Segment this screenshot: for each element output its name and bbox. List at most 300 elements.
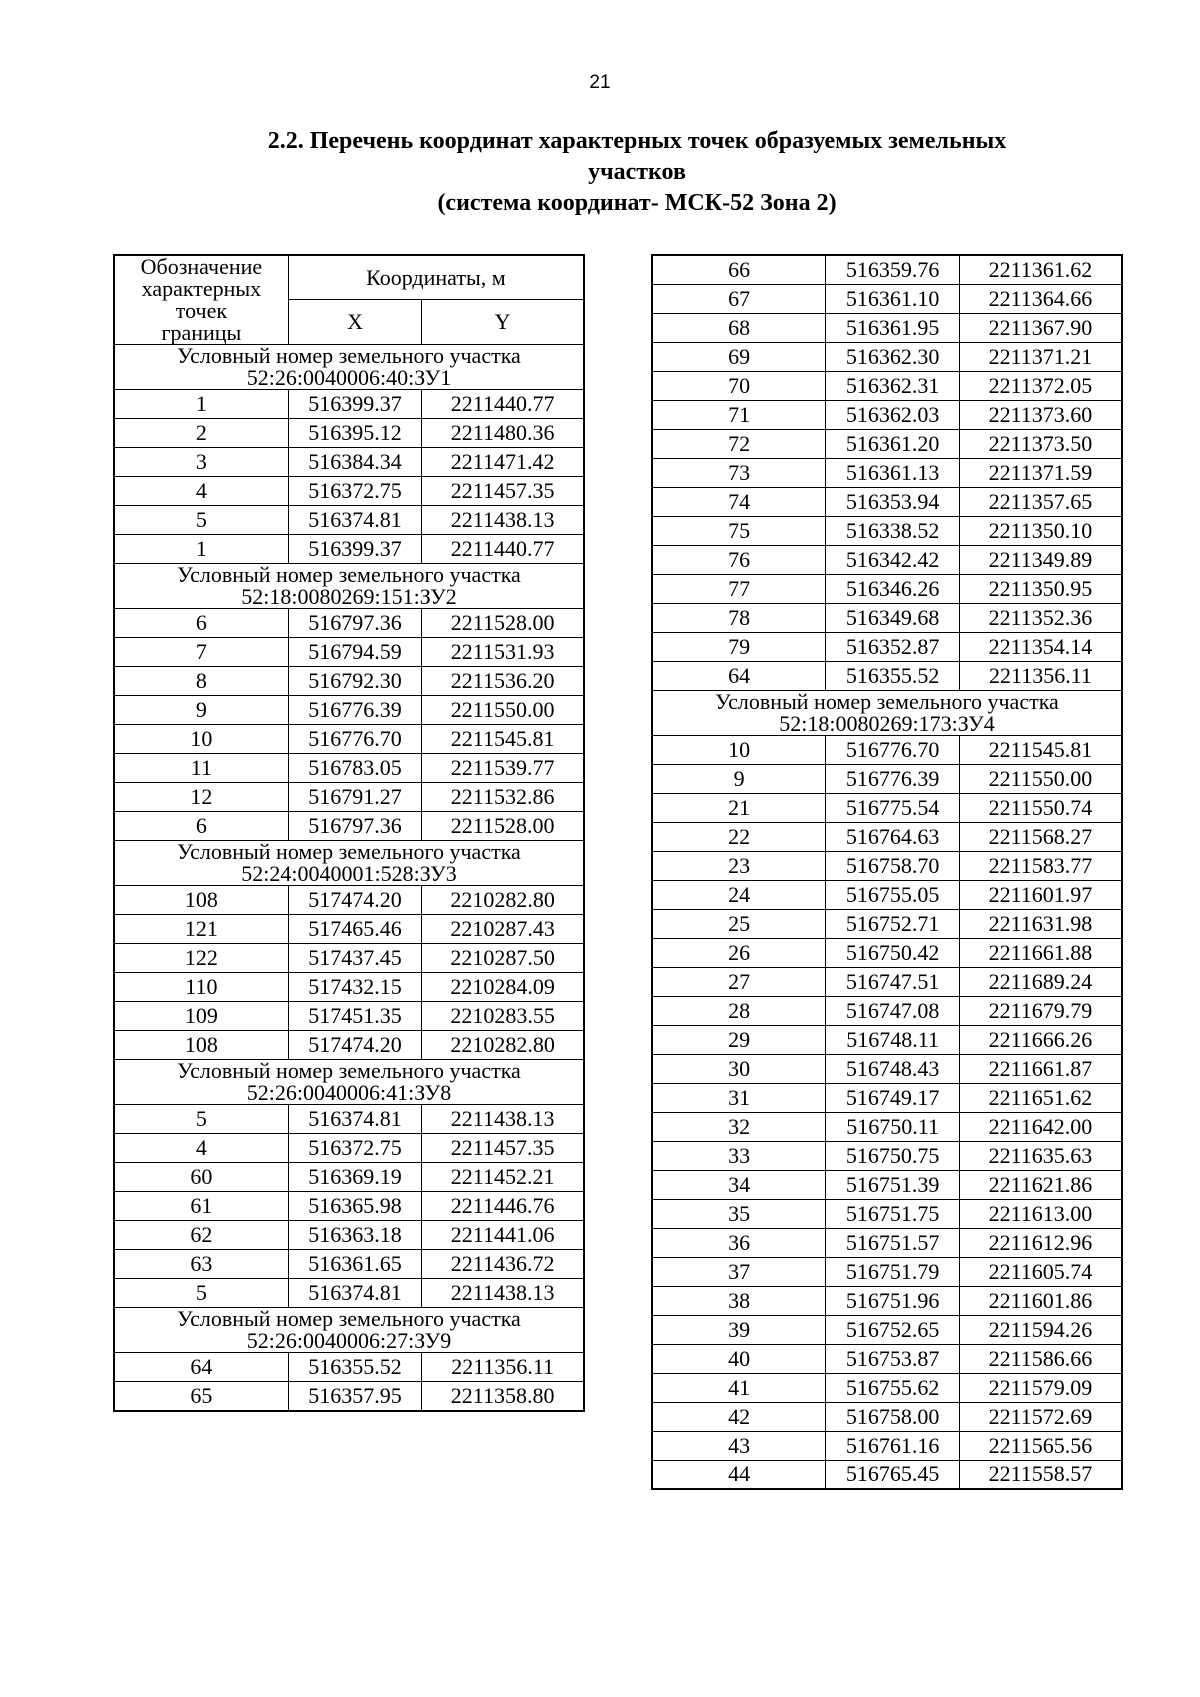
table-row	[114, 1353, 584, 1382]
table-row	[114, 1192, 584, 1221]
point-number-cell: 108	[114, 1031, 288, 1060]
point-label-line: Обозначение	[140, 254, 263, 279]
x-coordinate-cell: 516748.11	[826, 1025, 960, 1054]
point-number-cell: 78	[652, 603, 826, 632]
x-coordinate-cell: 516794.59	[288, 638, 421, 667]
x-coordinate-cell: 517474.20	[288, 886, 421, 915]
x-coordinate-cell: 516374.81	[288, 1105, 421, 1134]
y-coordinate-cell: 2211642.00	[959, 1112, 1122, 1141]
table-row	[114, 1163, 584, 1192]
table-row	[114, 973, 584, 1002]
table-header-row	[114, 255, 584, 300]
parcel-number: 52:24:0040001:528:ЗУ3	[241, 861, 457, 886]
x-coordinate-cell: 516758.00	[826, 1402, 960, 1431]
point-number-cell: 77	[652, 574, 826, 603]
table-row	[652, 996, 1122, 1025]
x-coordinate-cell: 516750.42	[826, 938, 960, 967]
y-coordinate-cell: 2211605.74	[959, 1257, 1122, 1286]
y-coordinate-cell: 2211361.62	[959, 255, 1122, 284]
point-number-cell: 42	[652, 1402, 826, 1431]
table-row	[652, 603, 1122, 632]
point-number-cell: 60	[114, 1163, 288, 1192]
y-coordinate-cell: 2211373.60	[959, 400, 1122, 429]
table-row	[652, 1083, 1122, 1112]
table-row	[652, 793, 1122, 822]
point-number-cell: 74	[652, 487, 826, 516]
parcel-label: Условный номер земельного участка	[177, 1058, 521, 1083]
table-row	[652, 1199, 1122, 1228]
table-row	[114, 944, 584, 973]
table-row	[114, 448, 584, 477]
x-coordinate-cell: 516775.54	[826, 793, 960, 822]
x-coordinate-cell: 516764.63	[826, 822, 960, 851]
table-row	[652, 400, 1122, 429]
x-header: X	[288, 300, 421, 345]
point-number-cell: 5	[114, 506, 288, 535]
y-coordinate-cell: 2211550.74	[959, 793, 1122, 822]
table-row	[652, 1315, 1122, 1344]
table-row	[114, 609, 584, 638]
point-number-cell: 9	[652, 764, 826, 793]
coordinates-table-left	[113, 254, 585, 1412]
table-row	[652, 313, 1122, 342]
y-coordinate-cell: 2211371.59	[959, 458, 1122, 487]
x-coordinate-cell: 517437.45	[288, 944, 421, 973]
y-coordinate-cell: 2211446.76	[422, 1192, 584, 1221]
parcel-label: Условный номер земельного участка	[177, 562, 521, 587]
x-coordinate-cell: 516346.26	[826, 574, 960, 603]
point-number-cell: 69	[652, 342, 826, 371]
parcel-row	[652, 690, 1122, 735]
x-coordinate-cell: 516776.39	[288, 696, 421, 725]
table-row	[114, 725, 584, 754]
table-row	[114, 1105, 584, 1134]
y-coordinate-cell: 2211532.86	[422, 783, 584, 812]
y-coordinate-cell: 2211471.42	[422, 448, 584, 477]
y-coordinate-cell: 2211601.97	[959, 880, 1122, 909]
point-number-cell: 108	[114, 886, 288, 915]
x-coordinate-cell: 516761.16	[826, 1431, 960, 1460]
page-number: 21	[589, 72, 611, 93]
x-coordinate-cell: 516758.70	[826, 851, 960, 880]
y-coordinate-cell: 2211679.79	[959, 996, 1122, 1025]
point-number-cell: 4	[114, 477, 288, 506]
title-line-1: 2.2. Перечень координат характерных точек образуемых земельных	[267, 128, 1007, 154]
point-number-cell: 31	[652, 1083, 826, 1112]
parcel-number: 52:26:0040006:27:ЗУ9	[246, 1328, 452, 1353]
x-coordinate-cell: 516751.39	[826, 1170, 960, 1199]
x-coordinate-cell: 516395.12	[288, 419, 421, 448]
x-coordinate-cell: 516359.76	[826, 255, 960, 284]
point-number-cell: 9	[114, 696, 288, 725]
x-coordinate-cell: 516361.65	[288, 1250, 421, 1279]
point-number-cell: 39	[652, 1315, 826, 1344]
y-coordinate-cell: 2211568.27	[959, 822, 1122, 851]
point-number-cell: 76	[652, 545, 826, 574]
y-coordinate-cell: 2211349.89	[959, 545, 1122, 574]
point-number-cell: 26	[652, 938, 826, 967]
parcel-label: Условный номер земельного участка	[177, 839, 521, 864]
x-coordinate-cell: 516750.11	[826, 1112, 960, 1141]
point-number-cell: 27	[652, 967, 826, 996]
x-coordinate-cell: 517465.46	[288, 915, 421, 944]
x-coordinate-cell: 516363.18	[288, 1221, 421, 1250]
y-coordinate-cell: 2211661.88	[959, 938, 1122, 967]
point-number-cell: 1	[114, 535, 288, 564]
table-row	[114, 915, 584, 944]
point-number-cell: 6	[114, 812, 288, 841]
y-coordinate-cell: 2211358.80	[422, 1382, 584, 1411]
point-number-cell: 5	[114, 1105, 288, 1134]
table-row	[652, 1286, 1122, 1315]
y-coordinate-cell: 2211480.36	[422, 419, 584, 448]
y-coordinate-cell: 2210282.80	[422, 886, 584, 915]
table-row	[652, 851, 1122, 880]
table-row	[114, 812, 584, 841]
table-row	[114, 535, 584, 564]
point-number-cell: 11	[114, 754, 288, 783]
point-number-cell: 66	[652, 255, 826, 284]
y-coordinate-cell: 2211357.65	[959, 487, 1122, 516]
table-row	[114, 886, 584, 915]
point-number-cell: 21	[652, 793, 826, 822]
point-number-cell: 29	[652, 1025, 826, 1054]
parcel-number: 52:26:0040006:40:ЗУ1	[246, 365, 452, 390]
x-coordinate-cell: 516797.36	[288, 609, 421, 638]
page-title	[0, 126, 1200, 219]
x-coordinate-cell: 516352.87	[826, 632, 960, 661]
table-row	[114, 390, 584, 419]
x-coordinate-cell: 516361.10	[826, 284, 960, 313]
table-row	[114, 1221, 584, 1250]
x-coordinate-cell: 516765.45	[826, 1460, 960, 1489]
coords-header: Координаты, м	[288, 255, 584, 300]
point-number-cell: 36	[652, 1228, 826, 1257]
y-coordinate-cell: 2211621.86	[959, 1170, 1122, 1199]
point-number-cell: 24	[652, 880, 826, 909]
point-number-cell: 43	[652, 1431, 826, 1460]
point-label-line: точек	[175, 298, 228, 323]
y-coordinate-cell: 2211666.26	[959, 1025, 1122, 1054]
table-row	[114, 1002, 584, 1031]
x-coordinate-cell: 516755.05	[826, 880, 960, 909]
point-number-cell: 7	[114, 638, 288, 667]
y-coordinate-cell: 2211539.77	[422, 754, 584, 783]
x-coordinate-cell: 516747.08	[826, 996, 960, 1025]
point-number-cell: 12	[114, 783, 288, 812]
x-coordinate-cell: 516747.51	[826, 967, 960, 996]
y-coordinate-cell: 2211371.21	[959, 342, 1122, 371]
y-coordinate-cell: 2211356.11	[422, 1353, 584, 1382]
point-number-cell: 30	[652, 1054, 826, 1083]
x-coordinate-cell: 516362.03	[826, 400, 960, 429]
point-number-cell: 23	[652, 851, 826, 880]
x-coordinate-cell: 516374.81	[288, 1279, 421, 1308]
point-number-cell: 68	[652, 313, 826, 342]
parcel-number: 52:18:0080269:173:ЗУ4	[779, 710, 995, 736]
y-coordinate-cell: 2211440.77	[422, 535, 584, 564]
title-line-3: (система координат- МСК-52 Зона 2)	[437, 190, 837, 216]
x-coordinate-cell: 516753.87	[826, 1344, 960, 1373]
x-coordinate-cell: 516751.75	[826, 1199, 960, 1228]
y-coordinate-cell: 2210282.80	[422, 1031, 584, 1060]
point-number-cell: 2	[114, 419, 288, 448]
parcel-label: Условный номер земельного участка	[715, 688, 1059, 714]
point-number-cell: 65	[114, 1382, 288, 1411]
parcel-number-cell	[652, 690, 1122, 735]
table-row	[114, 1382, 584, 1411]
point-number-cell: 33	[652, 1141, 826, 1170]
y-coordinate-cell: 2211594.26	[959, 1315, 1122, 1344]
point-number-cell: 10	[652, 735, 826, 764]
y-header: Y	[422, 300, 584, 345]
table-row	[652, 880, 1122, 909]
x-coordinate-cell: 516384.34	[288, 448, 421, 477]
y-coordinate-cell: 2211438.13	[422, 1279, 584, 1308]
table-row	[652, 1141, 1122, 1170]
x-coordinate-cell: 516357.95	[288, 1382, 421, 1411]
y-coordinate-cell: 2211364.66	[959, 284, 1122, 313]
table-row	[652, 661, 1122, 690]
point-label-line: границы	[161, 320, 242, 345]
x-coordinate-cell: 516361.13	[826, 458, 960, 487]
y-coordinate-cell: 2210287.43	[422, 915, 584, 944]
point-number-cell: 22	[652, 822, 826, 851]
x-coordinate-cell: 516776.39	[826, 764, 960, 793]
table-row	[652, 1112, 1122, 1141]
x-coordinate-cell: 516783.05	[288, 754, 421, 783]
point-number-cell: 41	[652, 1373, 826, 1402]
table-row	[652, 371, 1122, 400]
table-row	[652, 1431, 1122, 1460]
y-coordinate-cell: 2211531.93	[422, 638, 584, 667]
table-row	[652, 255, 1122, 284]
parcel-label: Условный номер земельного участка	[177, 1306, 521, 1331]
table-row	[652, 458, 1122, 487]
x-coordinate-cell: 516374.81	[288, 506, 421, 535]
x-coordinate-cell: 516752.71	[826, 909, 960, 938]
table-row	[652, 429, 1122, 458]
point-number-cell: 122	[114, 944, 288, 973]
x-coordinate-cell: 516755.62	[826, 1373, 960, 1402]
table-row	[652, 1460, 1122, 1489]
table-row	[114, 419, 584, 448]
table-row	[652, 735, 1122, 764]
x-coordinate-cell: 516776.70	[826, 735, 960, 764]
table-row	[652, 284, 1122, 313]
y-coordinate-cell: 2211612.96	[959, 1228, 1122, 1257]
point-number-cell: 67	[652, 284, 826, 313]
point-number-cell: 32	[652, 1112, 826, 1141]
table-row	[652, 967, 1122, 996]
x-coordinate-cell: 516792.30	[288, 667, 421, 696]
x-coordinate-cell: 516372.75	[288, 1134, 421, 1163]
table-row	[114, 1134, 584, 1163]
x-coordinate-cell: 516353.94	[826, 487, 960, 516]
point-number-cell: 35	[652, 1199, 826, 1228]
point-number-cell: 75	[652, 516, 826, 545]
y-coordinate-cell: 2211545.81	[959, 735, 1122, 764]
table-row	[114, 1250, 584, 1279]
parcel-number-cell	[114, 1308, 584, 1353]
x-coordinate-cell: 516399.37	[288, 535, 421, 564]
x-coordinate-cell: 516369.19	[288, 1163, 421, 1192]
table-row	[652, 938, 1122, 967]
y-coordinate-cell: 2211452.21	[422, 1163, 584, 1192]
x-coordinate-cell: 516342.42	[826, 545, 960, 574]
y-coordinate-cell: 2211631.98	[959, 909, 1122, 938]
x-coordinate-cell: 516349.68	[826, 603, 960, 632]
point-label-header	[114, 255, 288, 345]
x-coordinate-cell: 516372.75	[288, 477, 421, 506]
table-row	[652, 1054, 1122, 1083]
point-number-cell: 6	[114, 609, 288, 638]
y-coordinate-cell: 2210287.50	[422, 944, 584, 973]
table-row	[652, 1257, 1122, 1286]
table-row	[652, 342, 1122, 371]
parcel-number-cell	[114, 1060, 584, 1105]
table-row	[652, 1373, 1122, 1402]
x-coordinate-cell: 516749.17	[826, 1083, 960, 1112]
table-row	[652, 1170, 1122, 1199]
y-coordinate-cell: 2211536.20	[422, 667, 584, 696]
point-number-cell: 37	[652, 1257, 826, 1286]
y-coordinate-cell: 2211635.63	[959, 1141, 1122, 1170]
parcel-row	[114, 345, 584, 390]
table-row	[652, 487, 1122, 516]
table-row	[652, 516, 1122, 545]
y-coordinate-cell: 2211558.57	[959, 1460, 1122, 1489]
table-row	[652, 545, 1122, 574]
x-coordinate-cell: 516362.30	[826, 342, 960, 371]
x-coordinate-cell: 516748.43	[826, 1054, 960, 1083]
table-row	[114, 638, 584, 667]
y-coordinate-cell: 2211373.50	[959, 429, 1122, 458]
table-row	[114, 506, 584, 535]
coordinates-table-right	[651, 254, 1123, 1490]
y-coordinate-cell: 2211352.36	[959, 603, 1122, 632]
table-row	[114, 783, 584, 812]
y-coordinate-cell: 2211354.14	[959, 632, 1122, 661]
point-number-cell: 4	[114, 1134, 288, 1163]
point-number-cell: 61	[114, 1192, 288, 1221]
y-coordinate-cell: 2211528.00	[422, 609, 584, 638]
point-label-line: характерных	[141, 276, 262, 301]
x-coordinate-cell: 516365.98	[288, 1192, 421, 1221]
x-coordinate-cell: 516751.79	[826, 1257, 960, 1286]
table-row	[652, 632, 1122, 661]
y-coordinate-cell: 2211661.87	[959, 1054, 1122, 1083]
y-coordinate-cell: 2211586.66	[959, 1344, 1122, 1373]
y-coordinate-cell: 2211565.56	[959, 1431, 1122, 1460]
y-coordinate-cell: 2211583.77	[959, 851, 1122, 880]
y-coordinate-cell: 2211545.81	[422, 725, 584, 754]
x-coordinate-cell: 516361.95	[826, 313, 960, 342]
x-coordinate-cell: 516751.57	[826, 1228, 960, 1257]
point-number-cell: 73	[652, 458, 826, 487]
y-coordinate-cell: 2211438.13	[422, 1105, 584, 1134]
x-coordinate-cell: 516797.36	[288, 812, 421, 841]
x-coordinate-cell: 516355.52	[826, 661, 960, 690]
point-number-cell: 71	[652, 400, 826, 429]
x-coordinate-cell: 516791.27	[288, 783, 421, 812]
table-row	[114, 754, 584, 783]
x-coordinate-cell: 516355.52	[288, 1353, 421, 1382]
point-number-cell: 8	[114, 667, 288, 696]
y-coordinate-cell: 2211350.10	[959, 516, 1122, 545]
y-coordinate-cell: 2211438.13	[422, 506, 584, 535]
point-number-cell: 5	[114, 1279, 288, 1308]
point-number-cell: 79	[652, 632, 826, 661]
x-coordinate-cell: 516399.37	[288, 390, 421, 419]
table-row	[114, 1279, 584, 1308]
x-coordinate-cell: 517451.35	[288, 1002, 421, 1031]
y-coordinate-cell: 2211651.62	[959, 1083, 1122, 1112]
point-number-cell: 1	[114, 390, 288, 419]
y-coordinate-cell: 2211440.77	[422, 390, 584, 419]
parcel-row	[114, 1060, 584, 1105]
table-row	[652, 1402, 1122, 1431]
point-number-cell: 40	[652, 1344, 826, 1373]
point-number-cell: 38	[652, 1286, 826, 1315]
x-coordinate-cell: 516338.52	[826, 516, 960, 545]
y-coordinate-cell: 2211579.09	[959, 1373, 1122, 1402]
point-number-cell: 64	[652, 661, 826, 690]
point-number-cell: 44	[652, 1460, 826, 1489]
parcel-number-cell	[114, 564, 584, 609]
y-coordinate-cell: 2211601.86	[959, 1286, 1122, 1315]
title-line-2: участков	[588, 159, 686, 185]
y-coordinate-cell: 2211550.00	[959, 764, 1122, 793]
table-row	[114, 667, 584, 696]
point-number-cell: 25	[652, 909, 826, 938]
y-coordinate-cell: 2211372.05	[959, 371, 1122, 400]
point-number-cell: 121	[114, 915, 288, 944]
point-number-cell: 3	[114, 448, 288, 477]
y-coordinate-cell: 2211350.95	[959, 574, 1122, 603]
y-coordinate-cell: 2210283.55	[422, 1002, 584, 1031]
table-row	[114, 477, 584, 506]
y-coordinate-cell: 2211550.00	[422, 696, 584, 725]
point-number-cell: 72	[652, 429, 826, 458]
y-coordinate-cell: 2211436.72	[422, 1250, 584, 1279]
y-coordinate-cell: 2211613.00	[959, 1199, 1122, 1228]
x-coordinate-cell: 516752.65	[826, 1315, 960, 1344]
table-row	[114, 696, 584, 725]
y-coordinate-cell: 2211572.69	[959, 1402, 1122, 1431]
table-row	[114, 1031, 584, 1060]
y-coordinate-cell: 2211528.00	[422, 812, 584, 841]
y-coordinate-cell: 2211689.24	[959, 967, 1122, 996]
y-coordinate-cell: 2211367.90	[959, 313, 1122, 342]
parcel-row	[114, 1308, 584, 1353]
x-coordinate-cell: 517432.15	[288, 973, 421, 1002]
table-row	[652, 1228, 1122, 1257]
x-coordinate-cell: 516362.31	[826, 371, 960, 400]
x-coordinate-cell: 516361.20	[826, 429, 960, 458]
point-number-cell: 34	[652, 1170, 826, 1199]
table-row	[652, 1344, 1122, 1373]
point-number-cell: 64	[114, 1353, 288, 1382]
point-number-cell: 62	[114, 1221, 288, 1250]
table-row	[652, 909, 1122, 938]
table-row	[652, 822, 1122, 851]
x-coordinate-cell: 517474.20	[288, 1031, 421, 1060]
point-number-cell: 10	[114, 725, 288, 754]
parcel-row	[114, 564, 584, 609]
point-number-cell: 63	[114, 1250, 288, 1279]
point-number-cell: 28	[652, 996, 826, 1025]
